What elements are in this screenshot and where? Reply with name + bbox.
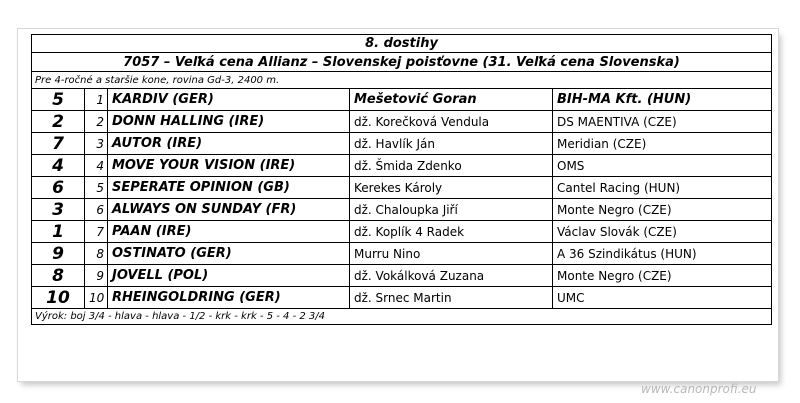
finish-place: 9 <box>32 243 85 265</box>
table-row <box>32 265 772 287</box>
start-number: 10 <box>85 287 108 309</box>
horse-name: PAAN (IRE) <box>108 221 350 243</box>
table-row <box>32 89 772 111</box>
owner-name: Václav Slovák (CZE) <box>553 221 772 243</box>
table-row <box>32 287 772 309</box>
finish-place: 7 <box>32 133 85 155</box>
owner-name: OMS <box>553 155 772 177</box>
owner-name: UMC <box>553 287 772 309</box>
start-number: 9 <box>85 265 108 287</box>
owner-name: Monte Negro (CZE) <box>553 265 772 287</box>
table-row <box>32 155 772 177</box>
table-row <box>32 111 772 133</box>
jockey-name: dž. Chaloupka Jiří <box>350 199 553 221</box>
jockey-name: Mešetović Goran <box>350 89 553 111</box>
start-number: 4 <box>85 155 108 177</box>
horse-name: ALWAYS ON SUNDAY (FR) <box>108 199 350 221</box>
start-number: 2 <box>85 111 108 133</box>
jockey-name: dž. Koplík 4 Radek <box>350 221 553 243</box>
owner-name: Monte Negro (CZE) <box>553 199 772 221</box>
start-number: 1 <box>85 89 108 111</box>
jockey-name: Kerekes Károly <box>350 177 553 199</box>
finish-place: 10 <box>32 287 85 309</box>
owner-name: Cantel Racing (HUN) <box>553 177 772 199</box>
race-result-margins: Výrok: boj 3/4 - hlava - hlava - 1/2 - krk - krk - 5 - 4 - 2 3/4 <box>32 309 772 325</box>
finish-place: 6 <box>32 177 85 199</box>
table-row <box>32 199 772 221</box>
horse-name: AUTOR (IRE) <box>108 133 350 155</box>
jockey-name: dž. Srnec Martin <box>350 287 553 309</box>
start-number: 8 <box>85 243 108 265</box>
owner-name: Meridian (CZE) <box>553 133 772 155</box>
finish-place: 2 <box>32 111 85 133</box>
jockey-name: dž. Šmida Zdenko <box>350 155 553 177</box>
jockey-name: dž. Vokálková Zuzana <box>350 265 553 287</box>
table-row <box>32 221 772 243</box>
table-row <box>32 177 772 199</box>
horse-name: RHEINGOLDRING (GER) <box>108 287 350 309</box>
start-number: 3 <box>85 133 108 155</box>
finish-place: 3 <box>32 199 85 221</box>
horse-name: DONN HALLING (IRE) <box>108 111 350 133</box>
horse-name: OSTINATO (GER) <box>108 243 350 265</box>
owner-name: BIH-MA Kft. (HUN) <box>553 89 772 111</box>
jockey-name: Murru Nino <box>350 243 553 265</box>
horse-name: SEPERATE OPINION (GB) <box>108 177 350 199</box>
finish-place: 8 <box>32 265 85 287</box>
start-number: 6 <box>85 199 108 221</box>
results-card <box>17 28 779 382</box>
watermark-text: www.canonprofi.eu <box>641 382 757 396</box>
horse-name: MOVE YOUR VISION (IRE) <box>108 155 350 177</box>
start-number: 5 <box>85 177 108 199</box>
start-number: 7 <box>85 221 108 243</box>
race-conditions: Pre 4-ročné a staršie kone, rovina Gd-3, 2400 m. <box>32 72 772 89</box>
race-number-title: 8. dostihy <box>32 35 772 53</box>
race-results-table <box>31 34 772 325</box>
finish-place: 5 <box>32 89 85 111</box>
table-row <box>32 243 772 265</box>
table-row <box>32 133 772 155</box>
jockey-name: dž. Korečková Vendula <box>350 111 553 133</box>
race-name: 7057 – Veľká cena Allianz – Slovenskej poisťovne (31. Veľká cena Slovenska) <box>32 53 772 72</box>
owner-name: DS MAENTIVA (CZE) <box>553 111 772 133</box>
horse-name: KARDIV (GER) <box>108 89 350 111</box>
horse-name: JOVELL (POL) <box>108 265 350 287</box>
finish-place: 4 <box>32 155 85 177</box>
jockey-name: dž. Havlík Ján <box>350 133 553 155</box>
owner-name: A 36 Szindikátus (HUN) <box>553 243 772 265</box>
finish-place: 1 <box>32 221 85 243</box>
